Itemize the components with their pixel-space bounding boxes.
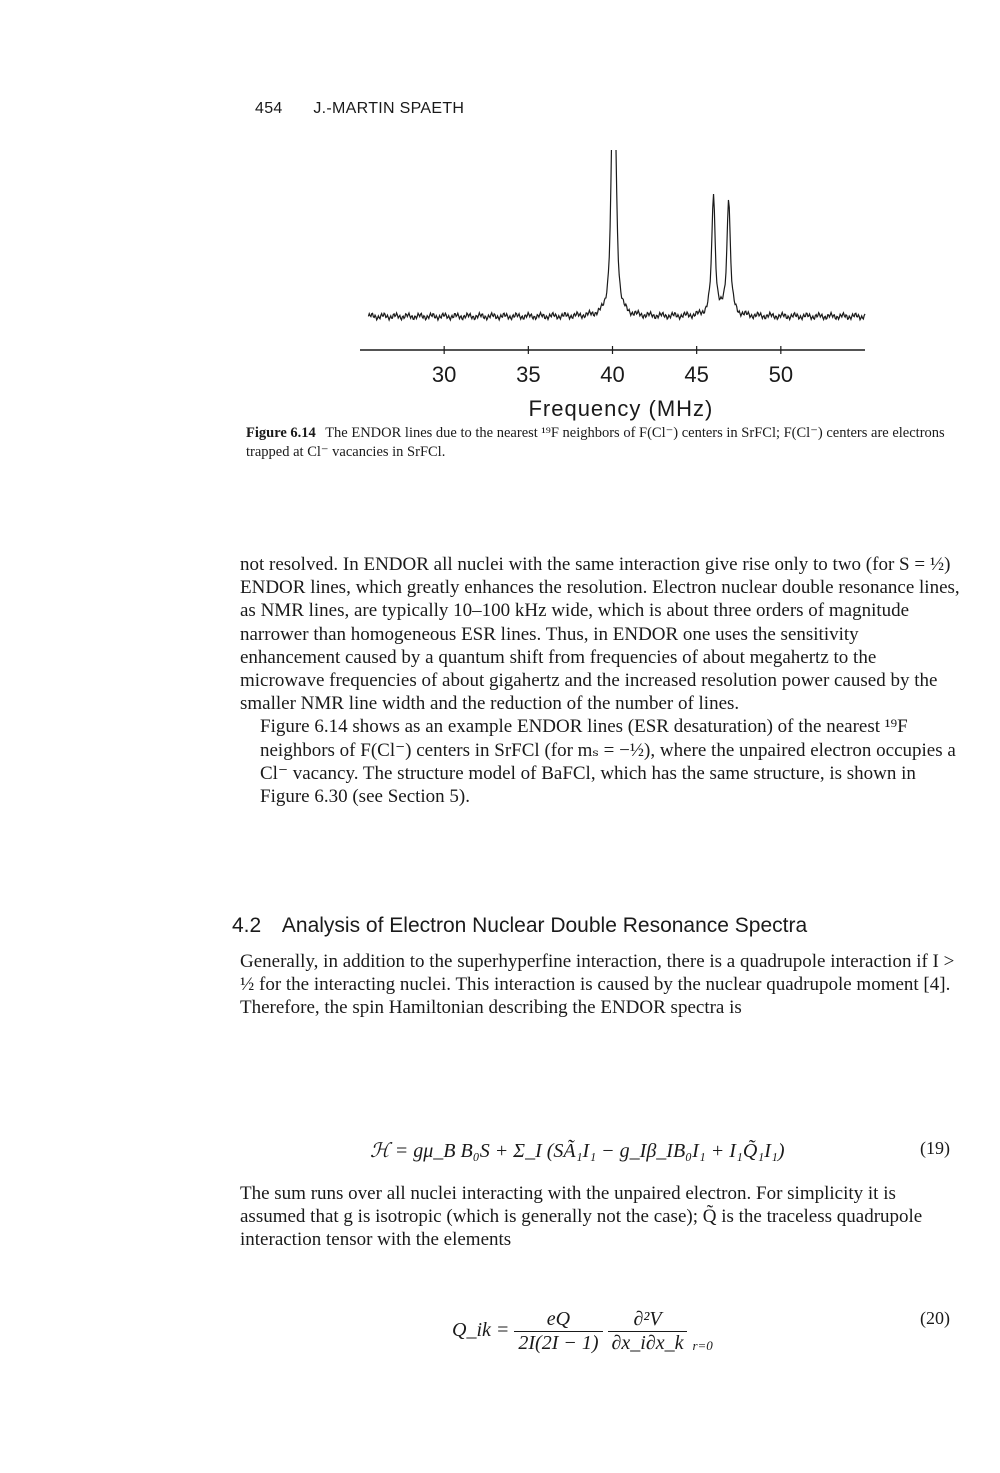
x-tick-label: 50 xyxy=(768,362,794,387)
body-paragraph-3 xyxy=(240,1182,960,1252)
paragraph-quadrupole: Generally, in addition to the superhyperfine interaction, there is a quadrupole interaction if I > ½ for the interacting nuclei. This interaction is caused by the nuclear quadrupole moment [4]. Therefore, the spin Hamiltonian describing the ENDOR spectra is xyxy=(240,951,955,1019)
x-axis-label: Frequency (MHz) xyxy=(528,396,714,421)
equation-20-fraction-1 xyxy=(514,1308,602,1355)
running-author: J.-MARTIN SPAETH xyxy=(313,100,465,117)
endor-spectrum-figure xyxy=(350,150,870,430)
x-tick-label: 45 xyxy=(684,362,709,387)
equation-19-number: (19) xyxy=(920,1138,950,1158)
equation-20-num: eQ xyxy=(514,1308,602,1332)
equation-19-body: ℋ = gμ_B B₀S + Σ_I (SÃ₁I₁ − g_Iβ_IB₀I₁ + I₁Q̃₁I₁) xyxy=(370,1140,785,1162)
figure-caption-text: The ENDOR lines due to the nearest ¹⁹F neighbors of F(Cl⁻) centers in SrFCl; F(Cl⁻) centers are electrons trapped at Cl⁻ vacancies in SrFCl. xyxy=(246,425,945,460)
equation-19 xyxy=(240,1138,960,1178)
x-tick-label: 30 xyxy=(431,362,457,387)
section-heading xyxy=(232,914,932,938)
equation-20-body xyxy=(452,1308,713,1355)
equation-20-lhs: Q_ik = xyxy=(452,1319,510,1342)
paragraph-resolution: not resolved. In ENDOR all nuclei with the same interaction give rise only to two (for S = ½) ENDOR lines, which greatly enhances the resolution. Electron nuclear double resonance lines, as NMR lines, are typically 10–100 kHz wide, which is about three orders of magnitude narrower than homogeneous ESR lines. Thus, in ENDOR one uses the sensitivity enhancement caused by a quantum shift from frequencies of about megahertz to the microwave frequencies of about gigahertz and the increased resolution power caused by the smaller NMR line width and the reduction of the number of lines. xyxy=(240,554,960,715)
spectrum-line xyxy=(368,150,865,320)
equation-20 xyxy=(240,1308,960,1378)
equation-20-fraction-2 xyxy=(608,1308,688,1355)
equation-20-den: 2I(2I − 1) xyxy=(518,1332,599,1354)
equation-20-number: (20) xyxy=(920,1308,950,1328)
body-paragraph-2 xyxy=(240,950,960,1020)
equation-20-evaluation: r=0 xyxy=(692,1338,713,1354)
equation-20-den2: ∂x_i∂x_k xyxy=(611,1332,684,1354)
endor-spectrum-chart xyxy=(350,150,870,430)
equation-20-num2: ∂²V xyxy=(608,1308,688,1332)
section-title: Analysis of Electron Nuclear Double Resonance Spectra xyxy=(281,914,808,937)
paragraph-figure-reference: Figure 6.14 shows as an example ENDOR lines (ESR desaturation) of the nearest ¹⁹F neighbors of F(Cl⁻) centers in SrFCl (for mₛ = −½), where the unpaired electron occupies a Cl⁻ vacancy. The structure model of BaFCl, which has the same structure, is shown in Figure 6.30 (see Section 5). xyxy=(260,716,956,808)
x-tick-label: 35 xyxy=(516,362,541,387)
body-paragraph-1 xyxy=(240,553,960,808)
figure-caption xyxy=(246,424,966,462)
paragraph-sum: The sum runs over all nuclei interacting with the unpaired electron. For simplicity it is assumed that g is isotropic (which is generally not the case); Q̃ is the traceless quadrupole interaction tensor with the elements xyxy=(240,1183,923,1251)
figure-label: Figure 6.14 xyxy=(246,425,316,441)
page-number: 454 xyxy=(255,100,283,117)
x-tick-label: 40 xyxy=(600,362,625,387)
running-header xyxy=(255,100,464,118)
section-number: 4.2 xyxy=(232,914,262,937)
